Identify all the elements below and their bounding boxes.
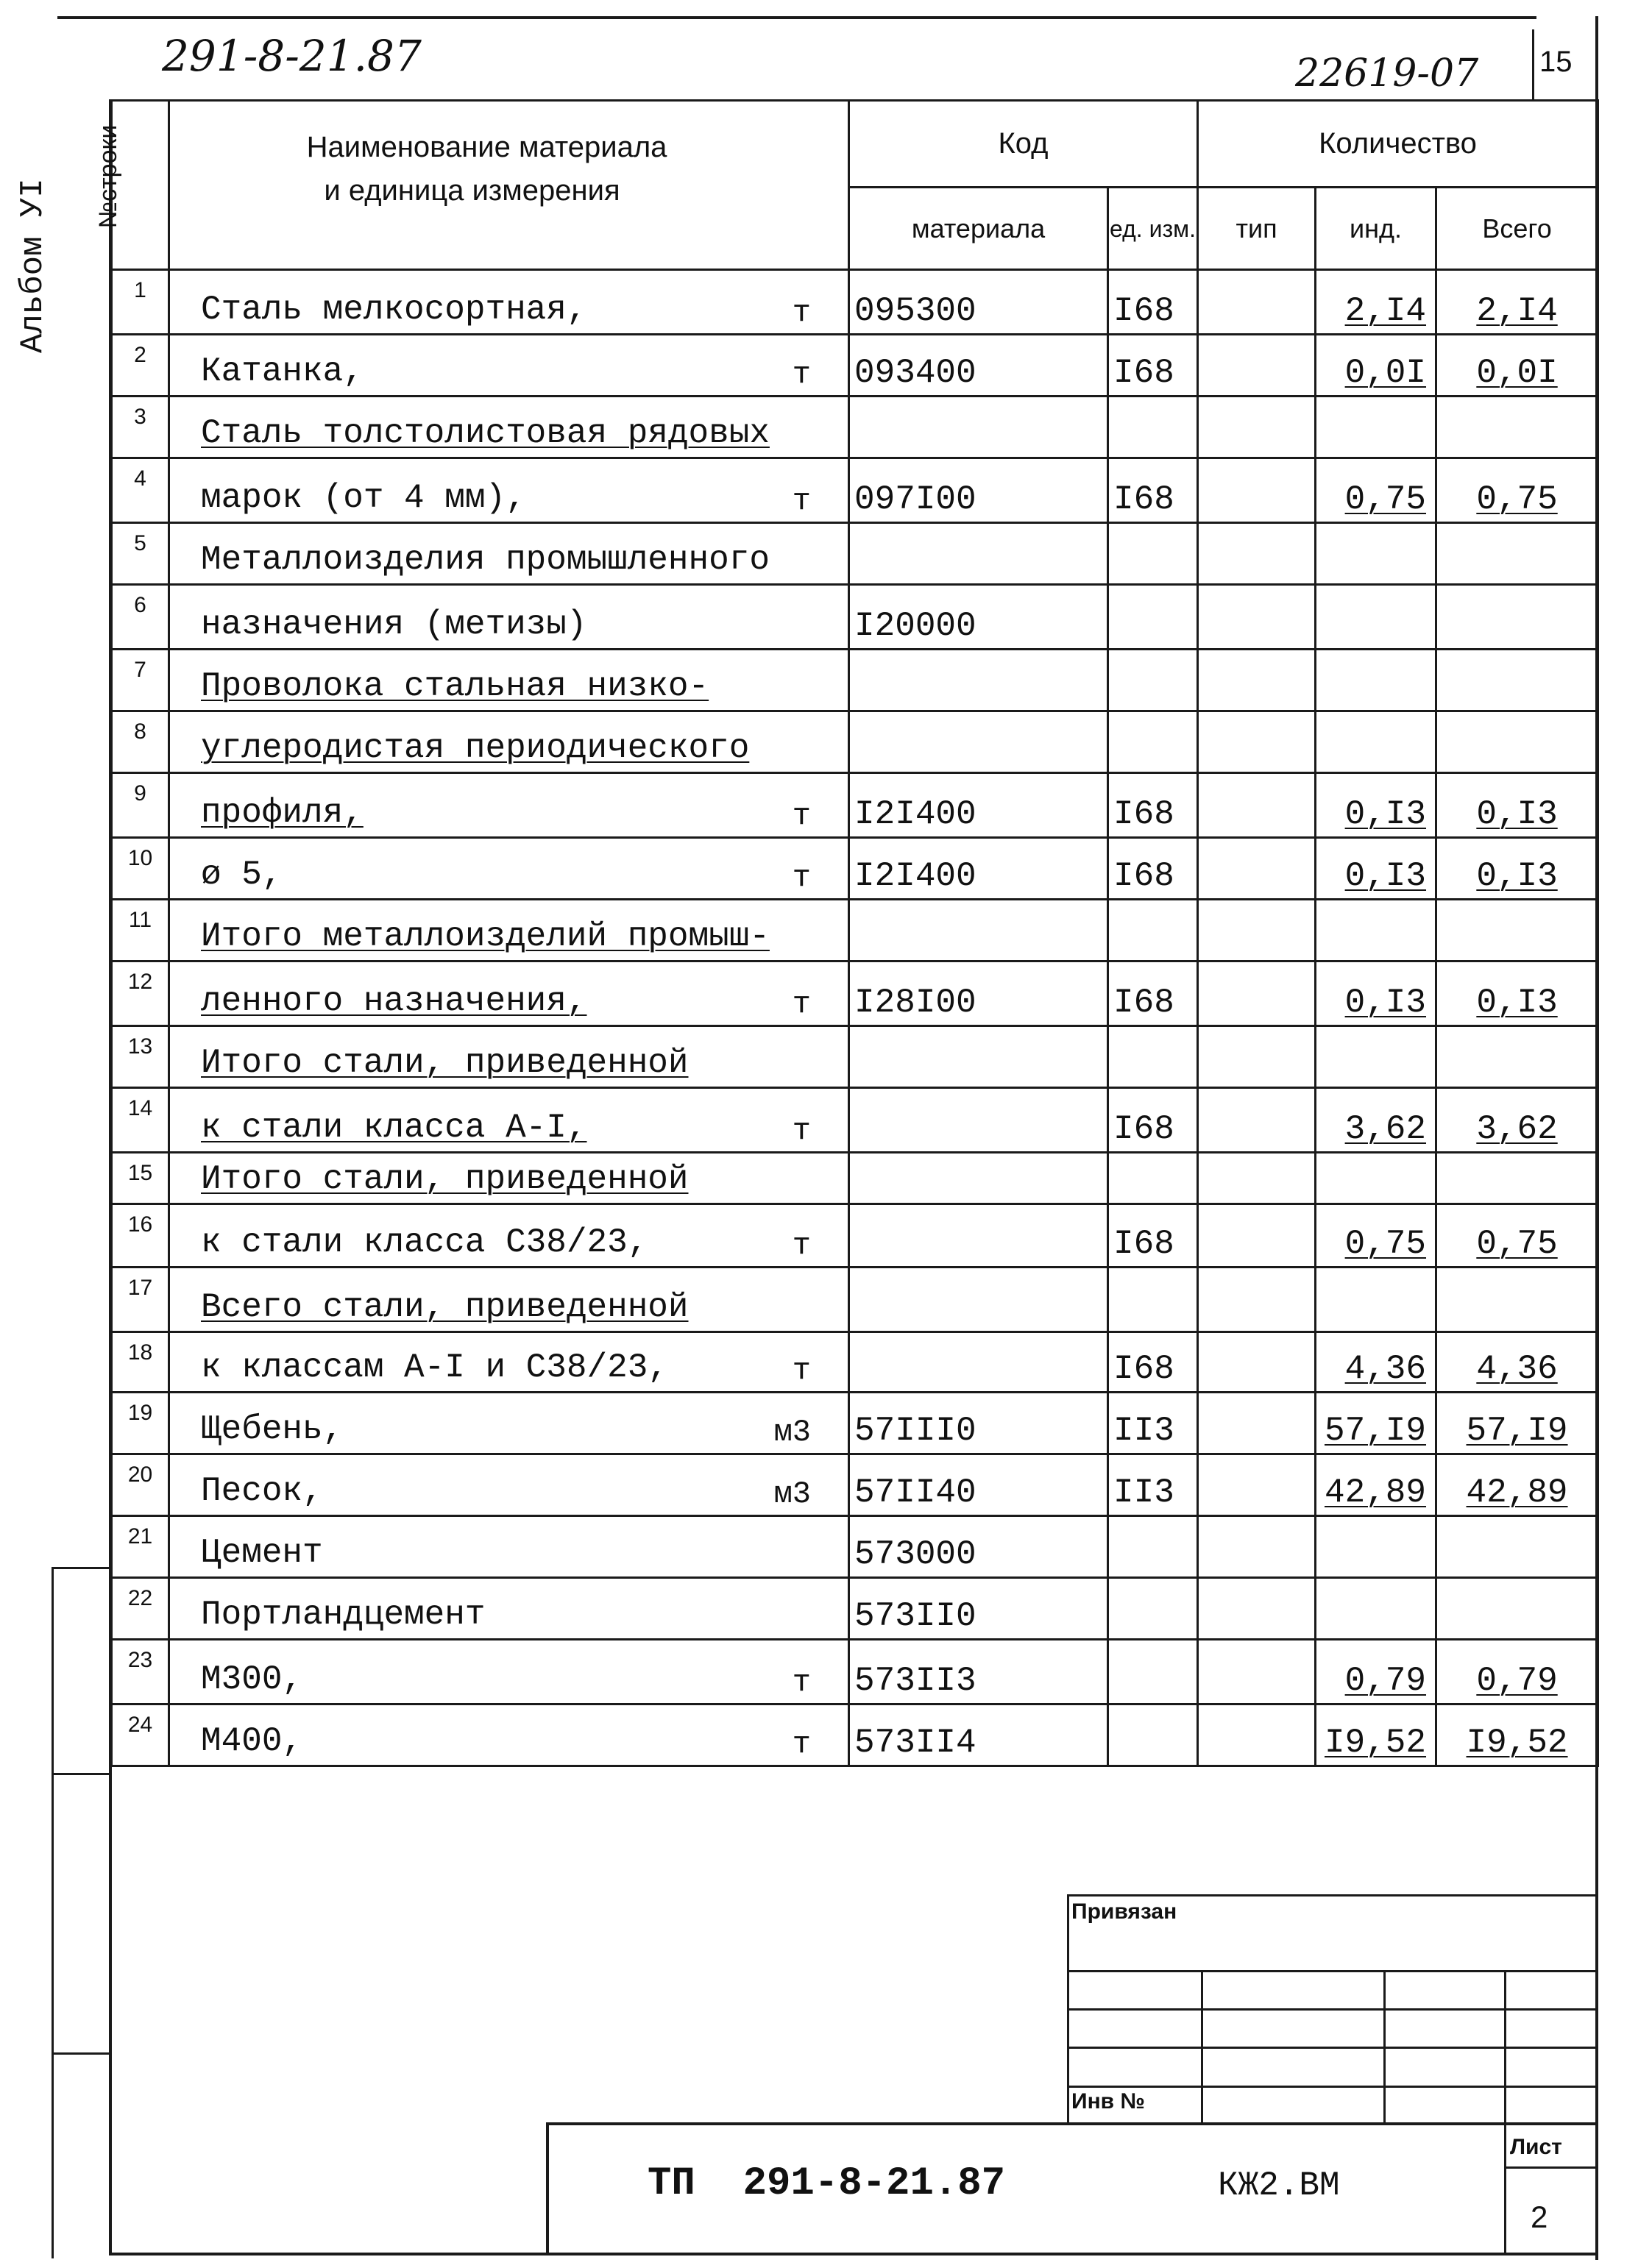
- material-name-text: Песок,: [201, 1472, 323, 1510]
- col-qty-header: Количество: [1198, 101, 1598, 188]
- material-name-text: марок (от 4 мм),: [201, 479, 526, 517]
- material-unit: т: [792, 798, 811, 833]
- table-row: [112, 1704, 1598, 1766]
- unit-code: II3: [1108, 1454, 1198, 1516]
- unit-code: I68: [1108, 270, 1198, 335]
- material-code: [849, 397, 1108, 458]
- row-number: 11: [112, 900, 169, 961]
- qty-type: [1198, 1578, 1316, 1640]
- col-code-header: Код: [849, 101, 1198, 188]
- unit-code: I68: [1108, 1088, 1198, 1153]
- unit-code: I68: [1108, 335, 1198, 397]
- title-code: ТП 291-8-21.87: [648, 2161, 1006, 2206]
- qty-ind: [1316, 1026, 1436, 1088]
- binding-row-2: [1067, 2008, 1595, 2011]
- qty-type: [1198, 1393, 1316, 1454]
- col-name-label-2: и единица измерения: [324, 174, 620, 207]
- material-unit: т: [792, 1113, 811, 1148]
- material-code: I20000: [849, 585, 1108, 650]
- qty-ind: 0,0I: [1316, 335, 1436, 397]
- material-name: [169, 585, 849, 650]
- qty-total: 57,I9: [1436, 1393, 1598, 1454]
- table-row: [112, 1454, 1598, 1516]
- unit-code: [1108, 1578, 1198, 1640]
- table-row: [112, 1204, 1598, 1268]
- margin-line-vert: [52, 1567, 54, 2258]
- material-name: [169, 270, 849, 335]
- row-number: 6: [112, 585, 169, 650]
- unit-code: [1108, 650, 1198, 711]
- qty-total: 0,75: [1436, 458, 1598, 523]
- table-row: [112, 1088, 1598, 1153]
- qty-type: [1198, 1704, 1316, 1766]
- doc-mark: КЖ2.ВМ: [1218, 2166, 1340, 2205]
- unit-code: [1108, 585, 1198, 650]
- sheet-cell-mid: [1504, 2166, 1595, 2169]
- unit-code: [1108, 1153, 1198, 1204]
- col-rownum-label: №строки: [94, 124, 122, 229]
- table-row: [112, 335, 1598, 397]
- material-name: [169, 1153, 849, 1204]
- qty-type: [1198, 1153, 1316, 1204]
- unit-code: II3: [1108, 1393, 1198, 1454]
- col-name-header: [169, 101, 849, 270]
- material-name-text: ленного назначения,: [201, 982, 587, 1020]
- unit-code: I68: [1108, 1204, 1198, 1268]
- inv-label: Инв №: [1071, 2089, 1145, 2114]
- qty-ind: [1316, 523, 1436, 585]
- row-number: 8: [112, 711, 169, 773]
- material-name: [169, 1268, 849, 1332]
- margin-line-2: [52, 1773, 112, 1775]
- sheet-cell-left: [1504, 2122, 1506, 2253]
- material-name-text: Катанка,: [201, 352, 364, 391]
- qty-ind: 42,89: [1316, 1454, 1436, 1516]
- qty-ind: 0,I3: [1316, 773, 1436, 838]
- album-label: Альбом УI: [15, 178, 52, 353]
- table-row: [112, 270, 1598, 335]
- table-row: [112, 1026, 1598, 1088]
- qty-total: [1436, 900, 1598, 961]
- table-row: [112, 1393, 1598, 1454]
- material-code: [849, 1088, 1108, 1153]
- qty-type: [1198, 650, 1316, 711]
- margin-line-3: [52, 2052, 112, 2055]
- qty-total: 42,89: [1436, 1454, 1598, 1516]
- material-name: [169, 1704, 849, 1766]
- unit-code: [1108, 900, 1198, 961]
- row-number: 21: [112, 1516, 169, 1578]
- material-name-text: Итого стали, приведенной: [201, 1044, 689, 1082]
- material-code: [849, 650, 1108, 711]
- binding-col-3: [1504, 1970, 1506, 2122]
- row-number: 7: [112, 650, 169, 711]
- material-unit: т: [792, 295, 811, 330]
- qty-total: 0,I3: [1436, 773, 1598, 838]
- qty-total: 0,I3: [1436, 838, 1598, 900]
- qty-ind: 3,62: [1316, 1088, 1436, 1153]
- qty-type: [1198, 270, 1316, 335]
- row-number: 18: [112, 1332, 169, 1393]
- qty-total: [1436, 1578, 1598, 1640]
- material-code: [849, 1332, 1108, 1393]
- row-number: 9: [112, 773, 169, 838]
- qty-type: [1198, 711, 1316, 773]
- qty-ind: 0,79: [1316, 1640, 1436, 1704]
- qty-ind: 0,I3: [1316, 838, 1436, 900]
- material-code: 093400: [849, 335, 1108, 397]
- materials-table-body: [112, 270, 1598, 1766]
- material-name: [169, 1088, 849, 1153]
- doc-code-left: 291-8-21.87: [162, 31, 422, 81]
- unit-code: [1108, 1516, 1198, 1578]
- material-unit: т: [792, 1228, 811, 1263]
- table-row: [112, 838, 1598, 900]
- material-name: [169, 1454, 849, 1516]
- table-row: [112, 1153, 1598, 1204]
- qty-type: [1198, 900, 1316, 961]
- unit-code: [1108, 397, 1198, 458]
- qty-type: [1198, 523, 1316, 585]
- binding-row-3: [1067, 2047, 1595, 2049]
- material-name: [169, 1516, 849, 1578]
- material-name: [169, 650, 849, 711]
- qty-total: [1436, 1516, 1598, 1578]
- material-unit: т: [792, 357, 811, 392]
- unit-code: [1108, 711, 1198, 773]
- material-unit: т: [792, 483, 811, 519]
- sheet-value: 2: [1531, 2200, 1548, 2234]
- col-code-unit: ед. изм.: [1108, 188, 1198, 270]
- material-name-text: к стали класса А-I,: [201, 1109, 587, 1147]
- margin-line-1: [52, 1567, 112, 1569]
- frame-top-line: [57, 16, 1536, 19]
- binding-row-4: [1067, 2086, 1595, 2088]
- qty-type: [1198, 1088, 1316, 1153]
- table-row: [112, 458, 1598, 523]
- qty-total: [1436, 650, 1598, 711]
- qty-ind: 4,36: [1316, 1332, 1436, 1393]
- material-unit: т: [792, 1727, 811, 1762]
- qty-total: 0,79: [1436, 1640, 1598, 1704]
- qty-ind: 0,75: [1316, 458, 1436, 523]
- table-row: [112, 650, 1598, 711]
- material-name-text: Итого стали, приведенной: [201, 1160, 689, 1198]
- unit-code: I68: [1108, 773, 1198, 838]
- row-number: 4: [112, 458, 169, 523]
- material-name: [169, 458, 849, 523]
- unit-code: [1108, 1640, 1198, 1704]
- material-name: [169, 1640, 849, 1704]
- material-code: [849, 1153, 1108, 1204]
- row-number: 22: [112, 1578, 169, 1640]
- qty-total: [1436, 1268, 1598, 1332]
- material-name-text: Проволока стальная низко-: [201, 667, 709, 705]
- qty-total: 0,75: [1436, 1204, 1598, 1268]
- material-name: [169, 1026, 849, 1088]
- material-code: [849, 900, 1108, 961]
- material-name: [169, 397, 849, 458]
- material-code: [849, 1204, 1108, 1268]
- binding-row-1: [1067, 1970, 1595, 1972]
- qty-type: [1198, 1454, 1316, 1516]
- unit-code: I68: [1108, 961, 1198, 1026]
- row-number: 19: [112, 1393, 169, 1454]
- material-code: 573000: [849, 1516, 1108, 1578]
- qty-ind: [1316, 397, 1436, 458]
- material-name: [169, 773, 849, 838]
- material-unit: т: [792, 1353, 811, 1388]
- qty-total: 0,I3: [1436, 961, 1598, 1026]
- material-code: 097I00: [849, 458, 1108, 523]
- table-row: [112, 773, 1598, 838]
- material-name-text: Портландцемент: [201, 1596, 486, 1634]
- material-name-text: к стали класса С38/23,: [201, 1223, 648, 1262]
- material-name-text: Щебень,: [201, 1410, 344, 1448]
- qty-type: [1198, 1204, 1316, 1268]
- row-number: 23: [112, 1640, 169, 1704]
- material-name: [169, 1204, 849, 1268]
- qty-ind: 57,I9: [1316, 1393, 1436, 1454]
- material-name-text: Итого металлоизделий промыш-: [201, 917, 770, 956]
- material-unit: м3: [773, 1415, 811, 1450]
- doc-code-right: 22619-07: [1295, 51, 1479, 96]
- qty-ind: I9,52: [1316, 1704, 1436, 1766]
- material-code: I2I400: [849, 773, 1108, 838]
- material-name-text: назначения (метизы): [201, 605, 587, 644]
- unit-code: [1108, 1704, 1198, 1766]
- material-code: I2I400: [849, 838, 1108, 900]
- qty-type: [1198, 585, 1316, 650]
- qty-total: 3,62: [1436, 1088, 1598, 1153]
- qty-total: 2,I4: [1436, 270, 1598, 335]
- col-rownum-header: [94, 101, 169, 270]
- qty-total: [1436, 1153, 1598, 1204]
- col-qty-ind: инд.: [1316, 188, 1436, 270]
- qty-ind: [1316, 1578, 1436, 1640]
- material-code: [849, 1026, 1108, 1088]
- material-name: [169, 523, 849, 585]
- qty-type: [1198, 1516, 1316, 1578]
- material-unit: т: [792, 987, 811, 1022]
- material-unit: т: [792, 860, 811, 895]
- qty-ind: [1316, 585, 1436, 650]
- unit-code: I68: [1108, 838, 1198, 900]
- qty-ind: 0,I3: [1316, 961, 1436, 1026]
- qty-total: [1436, 523, 1598, 585]
- material-name-text: Сталь толстолистовая рядовых: [201, 414, 770, 452]
- table-row: [112, 1578, 1598, 1640]
- qty-total: I9,52: [1436, 1704, 1598, 1766]
- material-name-text: ø 5,: [201, 856, 283, 894]
- qty-ind: 2,I4: [1316, 270, 1436, 335]
- table-row: [112, 711, 1598, 773]
- qty-type: [1198, 1026, 1316, 1088]
- material-code: 573II0: [849, 1578, 1108, 1640]
- material-code: 573II4: [849, 1704, 1108, 1766]
- qty-ind: [1316, 1153, 1436, 1204]
- row-number: 24: [112, 1704, 169, 1766]
- qty-ind: [1316, 1268, 1436, 1332]
- material-code: 57III0: [849, 1393, 1108, 1454]
- material-code: [849, 523, 1108, 585]
- qty-type: [1198, 1332, 1316, 1393]
- unit-code: I68: [1108, 458, 1198, 523]
- material-code: [849, 711, 1108, 773]
- material-name: [169, 900, 849, 961]
- row-number: 17: [112, 1268, 169, 1332]
- table-row: [112, 1516, 1598, 1578]
- qty-total: [1436, 397, 1598, 458]
- qty-total: [1436, 711, 1598, 773]
- material-name-text: Сталь мелкосортная,: [201, 291, 587, 329]
- material-code: 57II40: [849, 1454, 1108, 1516]
- table-row: [112, 1332, 1598, 1393]
- material-code: 573II3: [849, 1640, 1108, 1704]
- table-row: [112, 961, 1598, 1026]
- qty-ind: [1316, 711, 1436, 773]
- qty-type: [1198, 397, 1316, 458]
- table-row: [112, 1640, 1598, 1704]
- sheet-label: Лист: [1510, 2135, 1562, 2159]
- material-name: [169, 335, 849, 397]
- qty-type: [1198, 773, 1316, 838]
- sheet-number: 15: [1539, 46, 1573, 78]
- qty-type: [1198, 1640, 1316, 1704]
- qty-type: [1198, 961, 1316, 1026]
- binding-label: Привязан: [1071, 1899, 1177, 1924]
- qty-total: 0,0I: [1436, 335, 1598, 397]
- row-number: 13: [112, 1026, 169, 1088]
- row-number: 3: [112, 397, 169, 458]
- table-row: [112, 523, 1598, 585]
- material-code: 095300: [849, 270, 1108, 335]
- unit-code: [1108, 1026, 1198, 1088]
- row-number: 20: [112, 1454, 169, 1516]
- qty-type: [1198, 335, 1316, 397]
- qty-total: [1436, 1026, 1598, 1088]
- row-number: 1: [112, 270, 169, 335]
- qty-ind: [1316, 1516, 1436, 1578]
- material-name-text: М400,: [201, 1722, 303, 1760]
- material-unit: м3: [773, 1476, 811, 1512]
- row-number: 10: [112, 838, 169, 900]
- qty-total: [1436, 585, 1598, 650]
- material-unit: т: [792, 1665, 811, 1700]
- col-qty-type: тип: [1198, 188, 1316, 270]
- unit-code: [1108, 523, 1198, 585]
- col-code-material: материала: [849, 188, 1108, 270]
- material-name-text: профиля,: [201, 794, 364, 832]
- qty-total: 4,36: [1436, 1332, 1598, 1393]
- qty-type: [1198, 838, 1316, 900]
- qty-ind: [1316, 650, 1436, 711]
- material-name-text: М300,: [201, 1660, 303, 1699]
- qty-type: [1198, 458, 1316, 523]
- material-name-text: углеродистая периодического: [201, 729, 750, 767]
- table-row: [112, 900, 1598, 961]
- material-name: [169, 961, 849, 1026]
- binding-col-1: [1201, 1970, 1203, 2122]
- material-name: [169, 1393, 849, 1454]
- material-code: [849, 1268, 1108, 1332]
- table-row: [112, 585, 1598, 650]
- col-name-label-1: Наименование материала: [306, 131, 667, 163]
- qty-ind: [1316, 900, 1436, 961]
- row-number: 14: [112, 1088, 169, 1153]
- material-name-text: Металлоизделия промышленного: [201, 541, 770, 579]
- material-name: [169, 711, 849, 773]
- binding-col-2: [1383, 1970, 1386, 2122]
- material-name: [169, 1332, 849, 1393]
- row-number: 16: [112, 1204, 169, 1268]
- qty-type: [1198, 1268, 1316, 1332]
- material-name-text: Цемент: [201, 1534, 323, 1572]
- unit-code: I68: [1108, 1332, 1198, 1393]
- material-code: I28I00: [849, 961, 1108, 1026]
- material-name-text: к классам А-I и С38/23,: [201, 1348, 668, 1387]
- material-name-text: Всего стали, приведенной: [201, 1288, 689, 1326]
- row-number: 2: [112, 335, 169, 397]
- material-name: [169, 838, 849, 900]
- materials-table: [94, 99, 1599, 1767]
- row-number: 12: [112, 961, 169, 1026]
- row-number: 5: [112, 523, 169, 585]
- material-name: [169, 1578, 849, 1640]
- col-qty-total: Всего: [1436, 188, 1598, 270]
- table-row: [112, 397, 1598, 458]
- table-row: [112, 1268, 1598, 1332]
- qty-ind: 0,75: [1316, 1204, 1436, 1268]
- row-number: 15: [112, 1153, 169, 1204]
- unit-code: [1108, 1268, 1198, 1332]
